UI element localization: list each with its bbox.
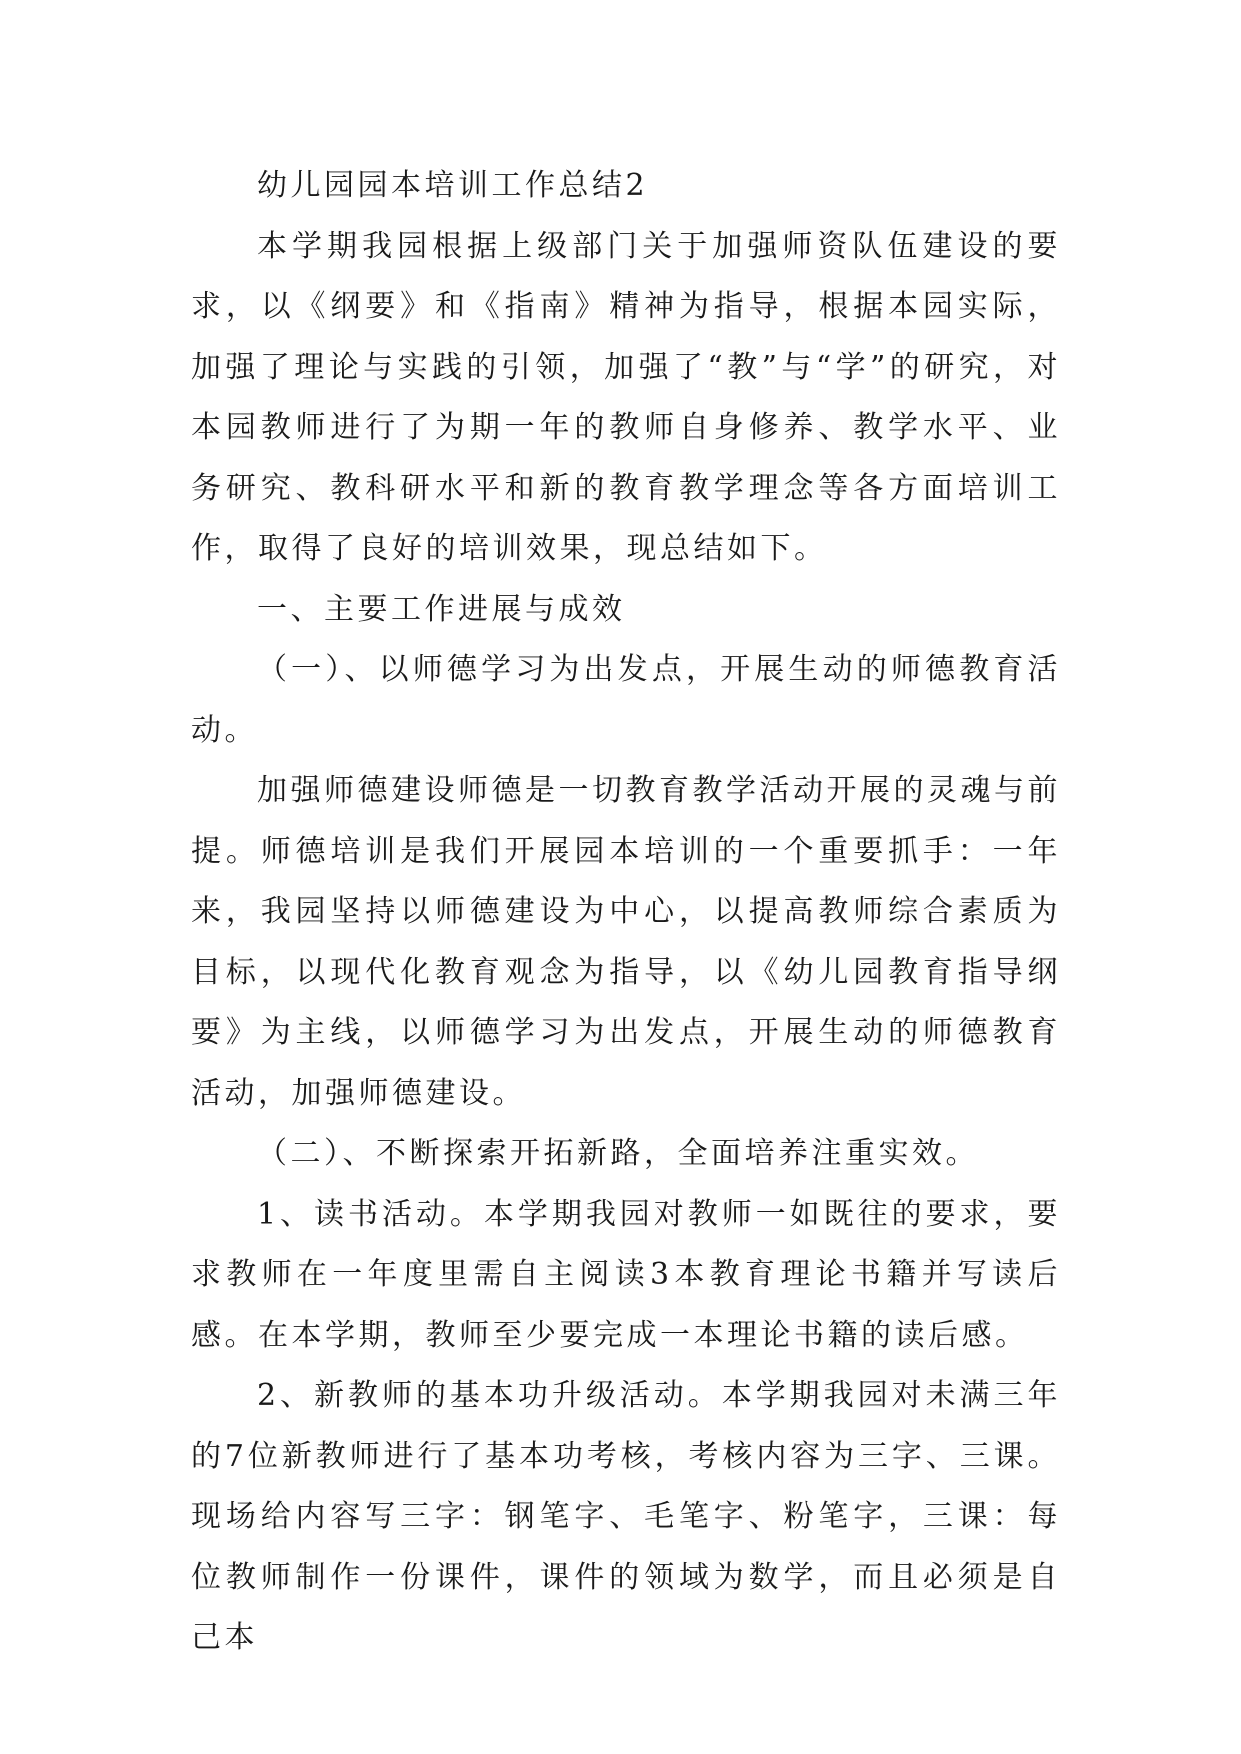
paragraph-ethics: 加强师德建设师德是一切教育教学活动开展的灵魂与前提。师德培训是我们开展园本培训的一个重要抓手：一年来，我园坚持以师德建设为中心，以提高教师综合素质为目标，以现代化教育观念为指导，以《幼儿园教育指导纲要》为主线，以师德学习为出发点，开展生动的师德教育活动，加强师德建设。: [191, 773, 1061, 1111]
document-page: [191, 156, 1061, 1669]
paragraph-reading-activity: 1、读书活动。本学期我园对教师一如既往的要求，要求教师在一年度里需自主阅读3本教育理论书籍并写读后感。在本学期，教师至少要完成一本理论书籍的读后感。: [191, 1196, 1061, 1353]
paragraph-intro: 本学期我园根据上级部门关于加强师资队伍建设的要求，以《纲要》和《指南》精神为指导，根据本园实际，加强了理论与实践的引领，加强了“教”与“学”的研究，对本园教师进行了为期一年的教师自身修养、教学水平、业务研究、教科研水平和新的教育教学理念等各方面培训工作，取得了良好的培训效果，现总结如下。: [191, 228, 1061, 566]
paragraph-new-teacher-skills: 2、新教师的基本功升级活动。本学期我园对未满三年的7位新教师进行了基本功考核，考核内容为三字、三课。现场给内容写三字：钢笔字、毛笔字、粉笔字，三课：每位教师制作一份课件，课件的领域为数学，而且必须是自己本: [191, 1378, 1061, 1655]
subsection-heading-explore: （二）、不断探索开拓新路，全面培养注重实效。: [257, 1136, 979, 1171]
subsection-heading-ethics: （一）、以师德学习为出发点，开展生动的师德教育活动。: [191, 652, 1061, 748]
document-title: 幼儿园园本培训工作总结2: [257, 168, 649, 203]
section-heading-main-progress: 一、主要工作进展与成效: [257, 591, 626, 627]
